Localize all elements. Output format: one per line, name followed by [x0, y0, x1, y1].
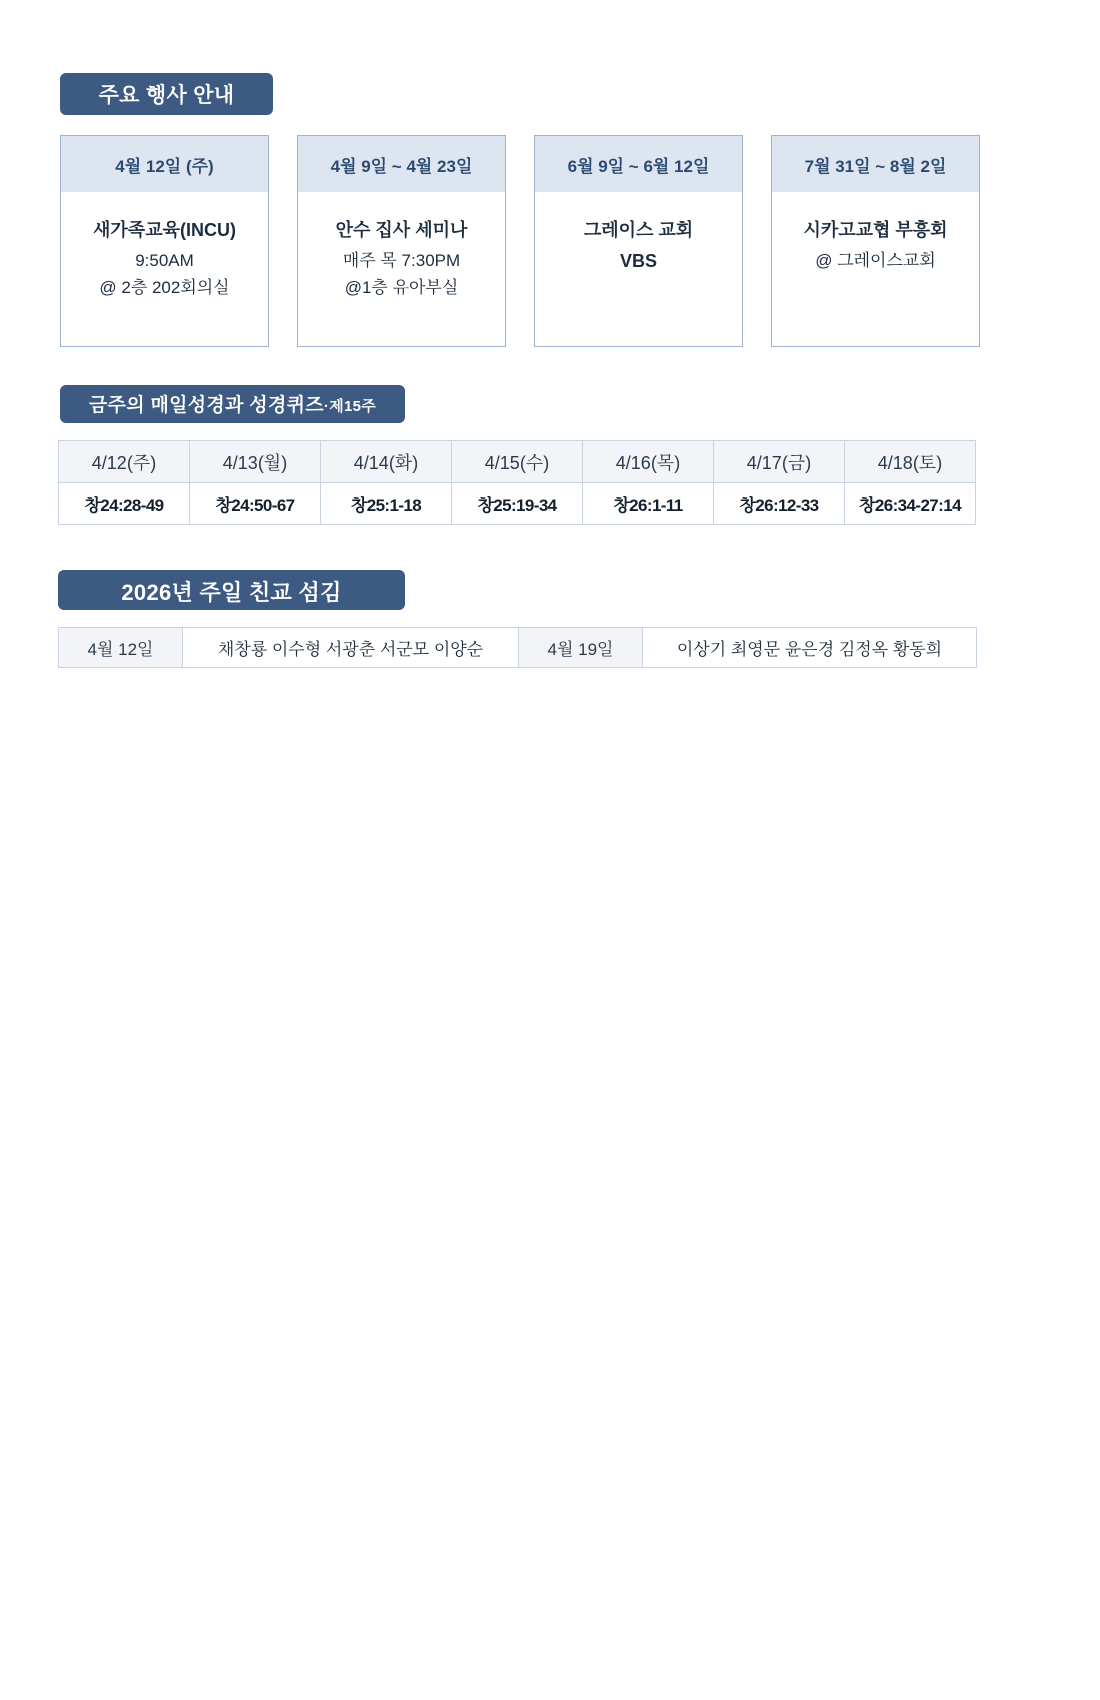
bible-section-title-main: 금주의 매일성경과 성경퀴즈: [88, 395, 324, 416]
event-card-date: 7월 31일 ~ 8월 2일: [772, 136, 979, 192]
bible-day-cell: 4/17(금): [714, 441, 845, 483]
bible-day-cell: 4/15(수): [452, 441, 583, 483]
event-card-line-1: 새가족교육(INCU): [93, 220, 236, 240]
event-card-body: [298, 192, 505, 346]
bible-day-cell: 4/12(주): [59, 441, 190, 483]
bible-passage-cell: 창24:28-49: [59, 483, 190, 525]
bible-day-cell: 4/18(토): [845, 441, 976, 483]
event-card: [771, 135, 980, 347]
event-card-line-3: @ 2층 202회의실: [99, 277, 230, 297]
bible-table-header-row: [59, 441, 976, 483]
bible-day-cell: 4/13(월): [190, 441, 321, 483]
event-card-line-1: 시카고교협 부흥회: [803, 220, 948, 240]
bible-passage-cell: 창25:1-18: [321, 483, 452, 525]
event-card-line-1: 안수 집사 세미나: [335, 220, 468, 240]
event-card-line-1: 그레이스 교회: [583, 220, 694, 240]
bible-day-cell: 4/16(목): [583, 441, 714, 483]
event-card-line-2: 매주 목 7:30PM: [342, 250, 461, 270]
bible-passage-cell: 창25:19-34: [452, 483, 583, 525]
event-card-list: [60, 135, 980, 347]
fellowship-names-cell: 채창룡 이수형 서광춘 서군모 이양순: [183, 628, 519, 668]
event-card-line-3: @1층 유아부실: [344, 277, 459, 297]
bible-passage-cell: 창26:34-27:14: [845, 483, 976, 525]
table-row: [59, 628, 977, 668]
event-card-date: 6월 9일 ~ 6월 12일: [535, 136, 742, 192]
event-card: [297, 135, 506, 347]
events-section-title: 주요 행사 안내: [60, 73, 273, 115]
event-card-line-2: VBS: [619, 250, 657, 271]
event-card-body: [535, 192, 742, 346]
bible-reading-table: [58, 440, 976, 525]
fellowship-date-cell: 4월 19일: [519, 628, 643, 668]
bible-section-title-sub: ·제15주: [323, 398, 377, 415]
bible-passage-cell: 창26:1-11: [583, 483, 714, 525]
fellowship-names-cell: 이상기 최영문 윤은경 김정옥 황동희: [643, 628, 977, 668]
event-card: [534, 135, 743, 347]
event-card-body: [61, 192, 268, 346]
event-card-body: [772, 192, 979, 346]
event-card-date: 4월 9일 ~ 4월 23일: [298, 136, 505, 192]
bible-table-passage-row: [59, 483, 976, 525]
fellowship-section-title: 2026년 주일 친교 섬김: [58, 570, 405, 610]
fellowship-date-cell: 4월 12일: [59, 628, 183, 668]
event-card-line-2: @ 그레이스교회: [815, 250, 936, 270]
fellowship-table: [58, 627, 977, 668]
event-card-line-2: 9:50AM: [135, 250, 194, 270]
bible-section-title: [60, 385, 405, 423]
bible-day-cell: 4/14(화): [321, 441, 452, 483]
event-card: [60, 135, 269, 347]
bible-passage-cell: 창26:12-33: [714, 483, 845, 525]
event-card-date: 4월 12일 (주): [61, 136, 268, 192]
bible-passage-cell: 창24:50-67: [190, 483, 321, 525]
